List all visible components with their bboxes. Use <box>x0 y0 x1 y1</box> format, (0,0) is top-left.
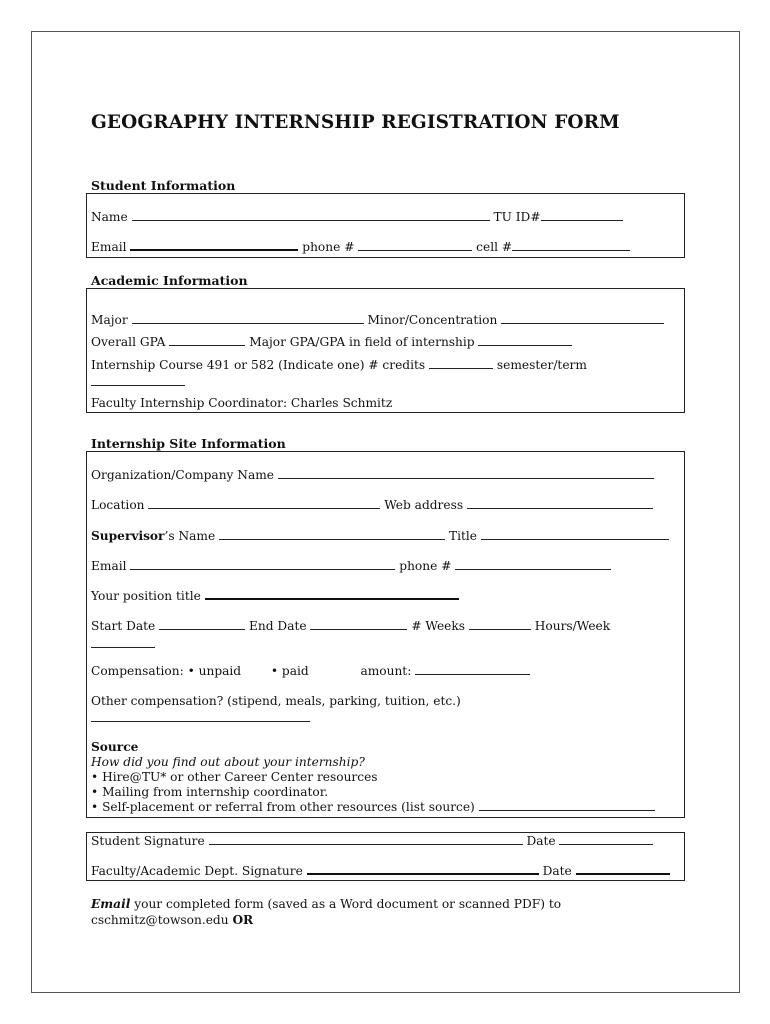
source-item-self-placement[interactable]: • Self-placement or referral from other resources (list source) <box>91 800 475 814</box>
student-contact-row <box>91 240 630 254</box>
position-row <box>91 589 459 603</box>
start-field[interactable] <box>159 619 245 630</box>
footer-email-emphasis: Email <box>91 897 131 911</box>
hours-field[interactable] <box>91 637 155 648</box>
credits-field[interactable] <box>429 358 493 369</box>
minor-label: Minor/Concentration <box>367 313 498 327</box>
course-label: Internship Course 491 or 582 (Indicate one) # credits <box>91 358 426 372</box>
start-label: Start Date <box>91 619 156 633</box>
source-item-self-placement-row <box>91 800 655 814</box>
position-field[interactable] <box>205 589 459 600</box>
supervisor-row <box>91 529 669 543</box>
student-signature-row <box>91 834 653 848</box>
major-field[interactable] <box>132 313 364 324</box>
name-field[interactable] <box>132 210 490 221</box>
end-field[interactable] <box>310 619 407 630</box>
org-label: Organization/Company Name <box>91 468 275 482</box>
site-email-field[interactable] <box>130 559 395 570</box>
date2-field[interactable] <box>576 864 670 875</box>
other-comp-row: Other compensation? (stipend, meals, parking, tuition, etc.) <box>91 694 461 708</box>
location-row <box>91 498 653 512</box>
gpa-label: Overall GPA <box>91 335 166 349</box>
compensation-row <box>91 664 530 678</box>
source-list-field[interactable] <box>479 800 655 811</box>
name-label: Name <box>91 210 128 224</box>
tu-id-label: TU ID# <box>493 210 541 224</box>
footer-email-address[interactable]: cschmitz@towson.edu <box>91 913 233 927</box>
date1-label: Date <box>526 834 556 848</box>
gpa-row <box>91 335 572 349</box>
cell-field[interactable] <box>512 240 630 251</box>
student-info-heading: Student Information <box>91 178 236 193</box>
other-comp-field[interactable] <box>91 711 310 722</box>
site-phone-label: phone # <box>399 559 452 573</box>
cell-label: cell # <box>476 240 513 254</box>
weeks-label: # Weeks <box>411 619 466 633</box>
unpaid-option[interactable]: • unpaid <box>187 664 242 678</box>
faculty-signature-label: Faculty/Academic Dept. Signature <box>91 864 303 878</box>
org-field[interactable] <box>278 468 654 479</box>
title-label: Title <box>448 529 477 543</box>
footer-or: OR <box>232 913 254 927</box>
minor-field[interactable] <box>501 313 664 324</box>
student-name-row <box>91 210 623 224</box>
footer-text: your completed form (saved as a Word document or scanned PDF) to <box>130 897 562 911</box>
site-info-heading: Internship Site Information <box>91 436 286 451</box>
gpa-field[interactable] <box>169 335 245 346</box>
end-label: End Date <box>249 619 307 633</box>
supervisor-label-rest: ’s Name <box>164 529 216 543</box>
source-heading: Source <box>91 740 139 754</box>
semester-row <box>91 375 185 389</box>
major-gpa-label: Major GPA/GPA in field of internship <box>249 335 475 349</box>
date2-label: Date <box>542 864 572 878</box>
source-question: How did you find out about your internship? <box>91 755 365 769</box>
date1-field[interactable] <box>559 834 653 845</box>
tu-id-field[interactable] <box>541 210 623 221</box>
academic-info-box <box>86 288 685 413</box>
org-row <box>91 468 654 482</box>
source-item-career-center[interactable]: • Hire@TU* or other Career Center resources <box>91 770 378 784</box>
site-email-label: Email <box>91 559 127 573</box>
supervisor-label-bold: Supervisor <box>91 529 165 543</box>
hours-row <box>91 637 155 651</box>
phone-field[interactable] <box>358 240 472 251</box>
major-label: Major <box>91 313 128 327</box>
coordinator-row: Faculty Internship Coordinator: Charles Schmitz <box>91 396 393 410</box>
site-phone-field[interactable] <box>455 559 611 570</box>
dates-row <box>91 619 610 633</box>
paid-option[interactable]: • paid <box>270 664 309 678</box>
semester-label: semester/term <box>496 358 587 372</box>
location-label: Location <box>91 498 145 512</box>
web-label: Web address <box>384 498 464 512</box>
hours-label: Hours/Week <box>534 619 611 633</box>
form-title: GEOGRAPHY INTERNSHIP REGISTRATION FORM <box>91 112 620 133</box>
course-row <box>91 358 587 372</box>
major-row <box>91 313 664 327</box>
source-item-mailing[interactable]: • Mailing from internship coordinator. <box>91 785 329 799</box>
web-field[interactable] <box>467 498 653 509</box>
location-field[interactable] <box>148 498 380 509</box>
weeks-field[interactable] <box>469 619 531 630</box>
title-field[interactable] <box>481 529 669 540</box>
faculty-signature-row <box>91 864 670 878</box>
email-field[interactable] <box>130 240 298 251</box>
compensation-label: Compensation: <box>91 664 184 678</box>
student-signature-field[interactable] <box>209 834 523 845</box>
email-label: Email <box>91 240 127 254</box>
amount-label: amount: <box>360 664 412 678</box>
major-gpa-field[interactable] <box>478 335 572 346</box>
supervisor-field[interactable] <box>219 529 445 540</box>
other-comp-field-row <box>91 711 310 725</box>
footer-address-row <box>91 913 253 927</box>
amount-field[interactable] <box>415 664 530 675</box>
academic-info-heading: Academic Information <box>91 273 248 288</box>
position-label: Your position title <box>91 589 201 603</box>
faculty-signature-field[interactable] <box>307 864 539 875</box>
semester-field[interactable] <box>91 375 185 386</box>
footer-instructions <box>91 897 561 911</box>
student-signature-label: Student Signature <box>91 834 205 848</box>
phone-label: phone # <box>302 240 355 254</box>
site-contact-row <box>91 559 611 573</box>
